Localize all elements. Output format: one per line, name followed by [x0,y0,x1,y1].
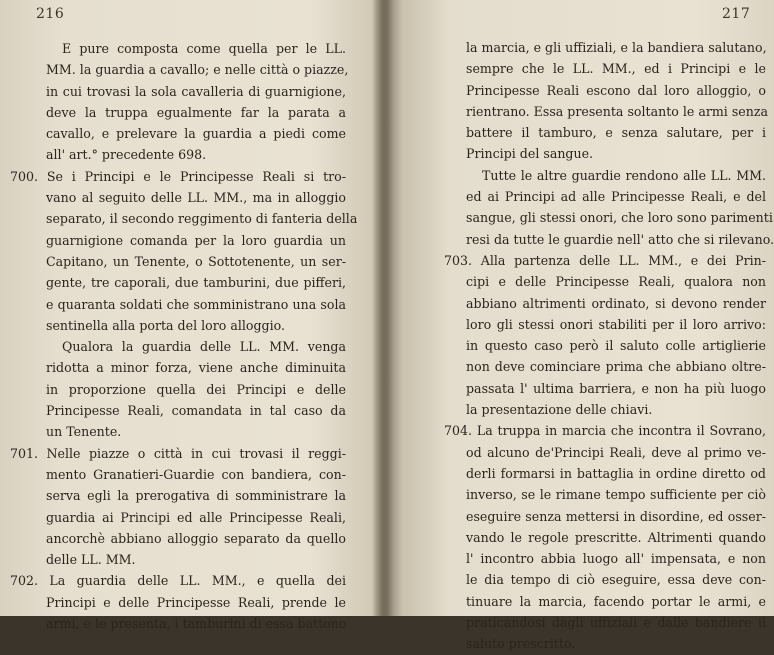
text-line: e quaranta soldati che somministrano una sola [46,296,346,312]
text-line: sangue, gli stessi onori, che loro sono parimenti [466,210,773,226]
text-line: non deve cominciare prima che abbiano oltre- [466,359,766,375]
page-number: 216 [36,6,65,22]
text-line: E pure composta come quella per le LL. [62,41,346,56]
text-line: eseguire senza mettersi in disordine, ed osser- [466,508,766,524]
text-line: ridotta a minor forza, viene anche diminuita [46,360,346,376]
text-line: sentinella alla porta del loro alloggio. [46,317,285,333]
text-line: abbiano altrimenti ordinato, si devono render [466,295,766,311]
text-line: tinuare la marcia, facendo portar le armi, e [466,593,766,609]
text-line: MM. la guardia a cavallo; e nelle città o piazze, [46,62,349,78]
text-line: all' art.° precedente 698. [46,147,207,163]
text-line: 701. Nelle piazze o città in cui trovasi il reggi- [10,445,346,461]
page-body [10,38,358,634]
text-line: guardia ai Principi ed alle Principesse Reali, [46,509,346,525]
text-line: in questo caso però il saluto colle artiglierie [466,338,766,354]
text-line: 704. La truppa in marcia che incontra il Sovrano, [444,423,766,439]
text-line: la presentazione delle chiavi. [466,402,653,418]
text-line: Principesse Reali escono dal loro alloggio, o [466,82,766,98]
text-line: Principi e delle Principesse Reali, prende le [46,594,346,610]
text-line: serva egli la prerogativa di somministrare la [46,488,346,504]
text-line: resi da tutte le guardie nell' atto che si rilevano. [466,231,774,247]
text-line: in proporzione quella dei Principi e delle [46,381,346,397]
text-line: Principi del sangue. [466,146,594,162]
text-line: cavallo, e prelevare la guardia a piedi come [46,126,346,142]
text-line: mento Granatieri-Guardie con bandiera, con- [46,466,346,482]
text-line: passatа l' ultima barriera, e non ha più luogo [466,380,766,396]
text-line: vando le regole prescritte. Altrimenti quando [466,529,766,545]
text-line: l' incontro abbia luogo all' impensata, e non [466,551,766,567]
text-line: guarnigione comanda per la loro guardia un [46,232,346,248]
text-line: saluto prescritto. [466,636,576,652]
text-line: ancorchè abbiano alloggio separato da quello [46,530,346,546]
page-body [444,37,774,655]
text-line: battere il tamburo, e senza salutare, per i [466,125,766,141]
text-line: Capitano, un Tenente, o Sottotenente, un ser- [46,253,346,269]
text-line: Tutte le altre guardie rendono alle LL. MM. [482,167,766,183]
text-line: vano al seguito delle LL. MM., ma in alloggio [46,190,346,206]
text-line: inverso, se le rimane tempo sufficiente per ciò [466,487,766,503]
text-line: le dia tempo di ciò eseguire, essa deve con- [466,572,766,588]
text-line: ed ai Principi ad alle Principesse Reali, e del [466,189,766,205]
text-line: gente, tre caporali, due tamburini, due pifferi, [46,275,346,291]
book-gutter [372,0,394,616]
text-line: in cui trovasi la sola cavalleria di guarnigione, [46,83,346,99]
text-line: Qualora la guardia delle LL. MM. venga [62,339,346,355]
text-line: rientrano. Essa presenta soltanto le armi senza [466,103,768,119]
text-line: 700. Se i Principi e le Principesse Reali si tro- [10,168,346,184]
text-line: delle LL. MM. [46,552,136,568]
text-line: 702. La guardia delle LL. MM., e quella dei [10,573,346,589]
text-line: separato, il secondo reggimento di fanteria della [46,211,358,227]
right-page [398,0,774,652]
text-line: un Tenente. [46,424,122,440]
text-line: 703. Alla partenza delle LL. MM., e dei Prin- [444,252,766,268]
text-line: od alcuno de'Principi Reali, deve al primo ve- [466,444,766,460]
text-line: loro gli stessi onori stabiliti per il loro arrivo: [466,316,766,332]
text-line: praticandosi dagli uffiziali e dalle bandiere il [466,615,766,631]
text-line: deve la truppa egualmente far la parata a [46,104,346,120]
text-line: cipi e delle Principesse Reali, qualora non [466,274,766,290]
text-line: la marcia, e gli uffiziali, e la bandiera salutano, [466,40,767,55]
text-line: Principesse Reali, comandata in tal caso da [46,403,346,419]
text-line: derli formarsi in battaglia in ordine diretto od [466,465,766,481]
text-line: sempre che le LL. MM., ed i Principi e le [466,61,766,77]
text-line: armi, e le presenta, i tamburini di essa battono [46,616,347,632]
left-page [0,0,370,632]
page-number: 217 [722,6,751,22]
